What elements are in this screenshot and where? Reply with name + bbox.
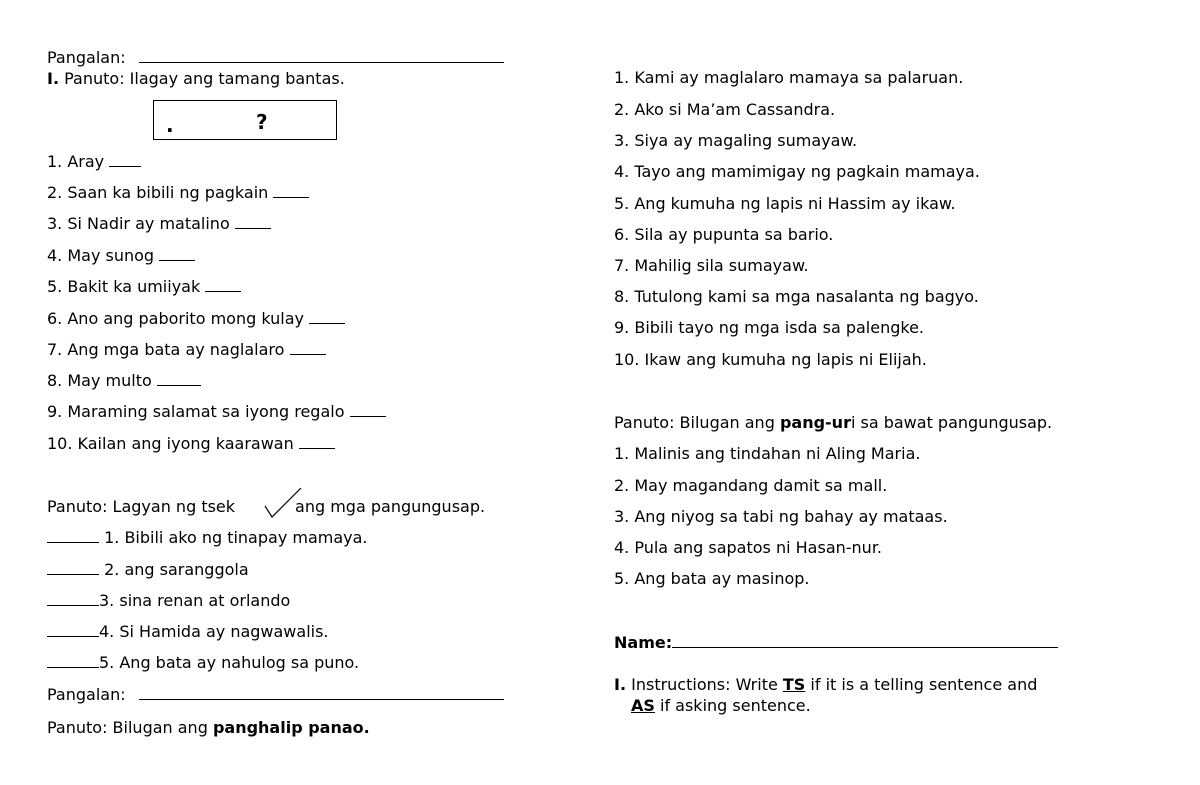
answer-blank[interactable] <box>273 183 309 198</box>
period-mark: . <box>166 113 174 137</box>
as-label: AS <box>631 696 655 715</box>
instructions-number: I. <box>614 675 627 694</box>
name-line <box>47 48 504 68</box>
checkmark-icon <box>263 486 303 520</box>
list-item: 2. May magandang damit sa mall. <box>614 476 888 495</box>
list-item <box>47 309 345 329</box>
answer-blank[interactable] <box>235 214 271 229</box>
instructions-continued <box>631 696 811 716</box>
name-label-2: Pangalan: <box>47 685 126 704</box>
answer-blank[interactable] <box>47 653 99 668</box>
item-text: 3. Si Nadir ay matalino <box>47 214 235 233</box>
item-text: 9. Maraming salamat sa iyong regalo <box>47 402 350 421</box>
list-item <box>47 183 309 203</box>
list-item <box>47 591 290 611</box>
list-item <box>47 653 359 673</box>
list-item: 1. Malinis ang tindahan ni Aling Maria. <box>614 444 921 463</box>
answer-blank[interactable] <box>290 340 326 355</box>
name-line-right <box>614 633 1058 653</box>
instructions-text-a: Instructions: Write <box>626 675 783 694</box>
list-item <box>47 152 141 172</box>
list-item: 8. Tutulong kami sa mga nasalanta ng bagyo. <box>614 287 979 306</box>
answer-blank[interactable] <box>47 560 99 575</box>
item-text: 7. Ang mga bata ay naglalaro <box>47 340 290 359</box>
answer-blank[interactable] <box>309 309 345 324</box>
instructions <box>614 675 1037 695</box>
list-item: 6. Sila ay pupunta sa bario. <box>614 225 834 244</box>
name-blank[interactable] <box>139 48 504 63</box>
item-text: 3. sina renan at orlando <box>99 591 291 610</box>
item-text: 2. ang saranggola <box>99 560 249 579</box>
section1-number: I. <box>47 69 60 88</box>
item-text: 5. Bakit ka umiiyak <box>47 277 206 296</box>
list-item: 3. Ang niyog sa tabi ng bahay ay mataas. <box>614 507 948 526</box>
question-mark: ? <box>256 110 268 134</box>
list-item: 2. Ako si Ma’am Cassandra. <box>614 100 836 119</box>
list-item <box>47 214 271 234</box>
section-instruction-c: i sa bawat pangungusap. <box>850 413 1053 432</box>
list-item <box>47 246 195 266</box>
name-line-2 <box>47 685 504 705</box>
answer-blank[interactable] <box>47 622 99 637</box>
list-item: 3. Siya ay magaling sumayaw. <box>614 131 858 150</box>
item-text: 1. Bibili ako ng tinapay mamaya. <box>99 528 368 547</box>
item-text: 8. May multo <box>47 371 157 390</box>
section1-instruction <box>47 69 345 89</box>
section3-instruction <box>47 718 370 738</box>
section1-instruction-text: Panuto: Ilagay ang tamang bantas. <box>59 69 345 88</box>
section2-instruction-a: Panuto: Lagyan ng tsek <box>47 497 236 516</box>
item-text: 10. Kailan ang iyong kaarawan <box>47 434 299 453</box>
list-item <box>47 434 335 454</box>
section3-instruction-b: panghalip panao. <box>212 718 370 737</box>
answer-blank[interactable] <box>159 246 195 261</box>
answer-blank[interactable] <box>47 591 99 606</box>
name-blank-2[interactable] <box>139 685 504 700</box>
answer-blank[interactable] <box>47 528 99 543</box>
item-text: 5. Ang bata ay nahulog sa puno. <box>99 653 360 672</box>
answer-blank[interactable] <box>350 402 386 417</box>
punctuation-box <box>153 100 337 140</box>
section3-instruction-a: Panuto: Bilugan ang <box>47 718 213 737</box>
answer-blank[interactable] <box>299 434 335 449</box>
list-item <box>47 528 368 548</box>
section-instruction-b: pang-ur <box>779 413 851 432</box>
list-item: 9. Bibili tayo ng mga isda sa palengke. <box>614 318 925 337</box>
section2-instruction-b: ang mga pangungusap. <box>295 497 486 516</box>
list-item <box>47 340 326 360</box>
ts-label: TS <box>782 675 806 694</box>
answer-blank[interactable] <box>157 371 201 386</box>
list-item <box>47 277 241 297</box>
list-item: 7. Mahilig sila sumayaw. <box>614 256 809 275</box>
name-label-right: Name: <box>614 633 673 652</box>
item-text: 1. Aray <box>47 152 110 171</box>
list-item: 10. Ikaw ang kumuha ng lapis ni Elijah. <box>614 350 927 369</box>
instructions-text-c: if asking sentence. <box>654 696 811 715</box>
instructions-text-b: if it is a telling sentence and <box>805 675 1038 694</box>
section-instruction-a: Panuto: Bilugan ang <box>614 413 780 432</box>
list-item <box>47 402 386 422</box>
name-label: Pangalan: <box>47 48 126 67</box>
item-text: 4. May sunog <box>47 246 160 265</box>
item-text: 6. Ano ang paborito mong kulay <box>47 309 310 328</box>
list-item: 4. Pula ang sapatos ni Hasan-nur. <box>614 538 883 557</box>
list-item <box>47 560 249 580</box>
list-item: 5. Ang bata ay masinop. <box>614 569 810 588</box>
answer-blank[interactable] <box>109 152 141 167</box>
section-instruction <box>614 413 1052 433</box>
item-text: 2. Saan ka bibili ng pagkain <box>47 183 274 202</box>
list-item: 4. Tayo ang mamimigay ng pagkain mamaya. <box>614 162 980 181</box>
list-item: 5. Ang kumuha ng lapis ni Hassim ay ikaw. <box>614 194 956 213</box>
list-item <box>47 622 329 642</box>
list-item: 1. Kami ay maglalaro mamaya sa palaruan. <box>614 68 964 87</box>
name-blank-right[interactable] <box>672 633 1058 648</box>
answer-blank[interactable] <box>205 277 241 292</box>
list-item <box>47 371 201 391</box>
item-text: 4. Si Hamida ay nagwawalis. <box>99 622 329 641</box>
